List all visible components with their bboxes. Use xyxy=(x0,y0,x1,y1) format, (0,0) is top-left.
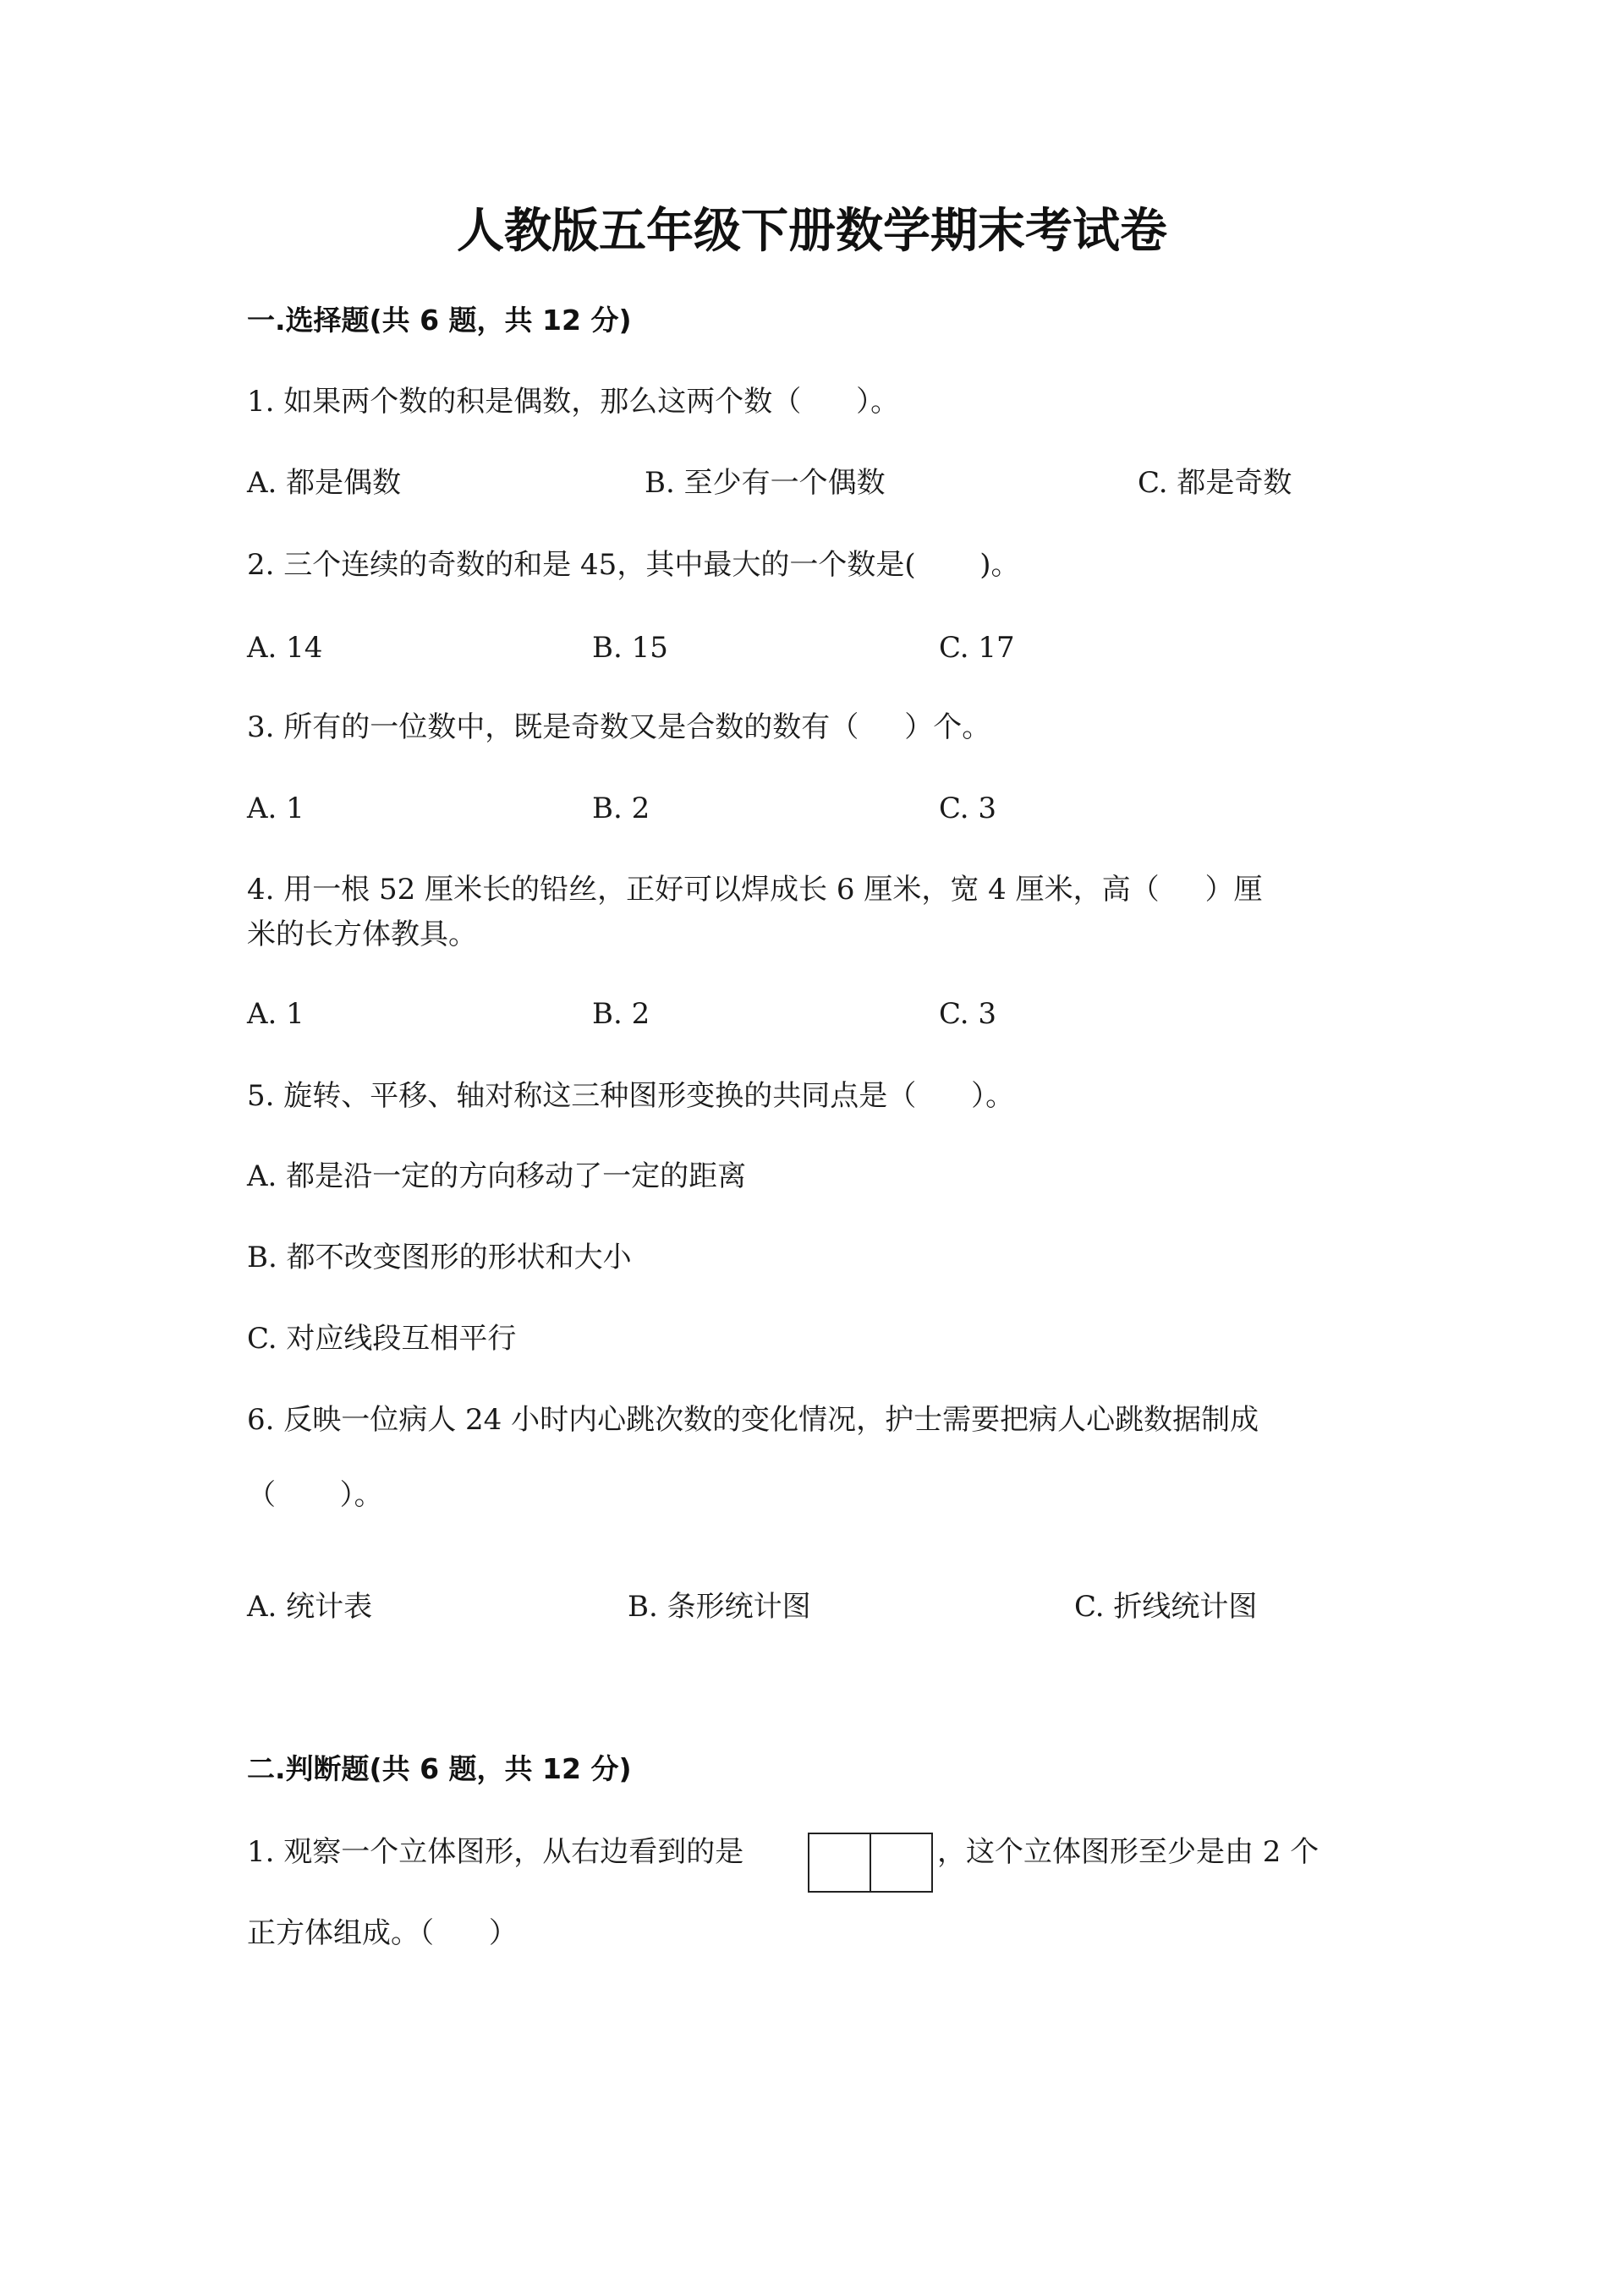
section-heading-choice: 一.选择题(共 6 题，共 12 分) xyxy=(247,304,632,337)
judgment-1-text-after-figure: ，这个立体图形至少是由 2 个 xyxy=(937,1835,1320,1869)
question-3-option-b[interactable]: B. 2 xyxy=(592,792,650,825)
question-4-option-a[interactable]: A. 1 xyxy=(247,997,304,1031)
page-title: 人教版五年级下册数学期末考试卷 xyxy=(457,204,1167,259)
question-3-option-c[interactable]: C. 3 xyxy=(939,792,997,825)
judgment-1-text-line2: 正方体组成。（ ） xyxy=(247,1916,518,1950)
question-4-option-b[interactable]: B. 2 xyxy=(592,997,650,1031)
question-5-option-a[interactable]: A. 都是沿一定的方向移动了一定的距离 xyxy=(247,1159,747,1193)
question-5-option-c[interactable]: C. 对应线段互相平行 xyxy=(247,1322,517,1356)
section-heading-judgment: 二.判断题(共 6 题，共 12 分) xyxy=(247,1752,632,1785)
question-1-text: 1. 如果两个数的积是偶数，那么这两个数（ ）。 xyxy=(247,385,900,419)
question-3-text: 3. 所有的一位数中，既是奇数又是合数的数有（ ）个。 xyxy=(247,710,991,744)
question-2-option-a[interactable]: A. 14 xyxy=(247,631,323,665)
question-6-option-b[interactable]: B. 条形统计图 xyxy=(628,1590,811,1624)
side-view-figure-icon xyxy=(808,1833,933,1893)
question-1-option-b[interactable]: B. 至少有一个偶数 xyxy=(645,466,886,500)
question-4-option-c[interactable]: C. 3 xyxy=(939,997,997,1031)
question-2-option-c[interactable]: C. 17 xyxy=(939,631,1015,665)
question-4-text-line2: 米的长方体教具。 xyxy=(247,918,477,951)
question-3-option-a[interactable]: A. 1 xyxy=(247,792,304,825)
question-1-option-a[interactable]: A. 都是偶数 xyxy=(247,466,402,500)
question-1-option-c[interactable]: C. 都是奇数 xyxy=(1138,466,1292,500)
question-5-text: 5. 旋转、平移、轴对称这三种图形变换的共同点是（ ）。 xyxy=(247,1079,1015,1113)
question-4-text-line1: 4. 用一根 52 厘米长的铅丝，正好可以焊成长 6 厘米，宽 4 厘米，高（ ）厘 xyxy=(247,873,1263,907)
question-6-text-line2: （ ）。 xyxy=(247,1478,383,1512)
figure-square-left xyxy=(808,1833,871,1893)
question-2-text: 2. 三个连续的奇数的和是 45，其中最大的一个数是( )。 xyxy=(247,548,1020,582)
question-6-option-a[interactable]: A. 统计表 xyxy=(247,1590,373,1624)
question-6-option-c[interactable]: C. 折线统计图 xyxy=(1074,1590,1258,1624)
figure-square-right xyxy=(871,1833,933,1893)
question-5-option-b[interactable]: B. 都不改变图形的形状和大小 xyxy=(247,1241,632,1274)
question-6-text-line1: 6. 反映一位病人 24 小时内心跳次数的变化情况，护士需要把病人心跳数据制成 xyxy=(247,1403,1259,1437)
judgment-1-text-before-figure: 1. 观察一个立体图形，从右边看到的是 xyxy=(247,1835,744,1869)
question-2-option-b[interactable]: B. 15 xyxy=(592,631,668,665)
